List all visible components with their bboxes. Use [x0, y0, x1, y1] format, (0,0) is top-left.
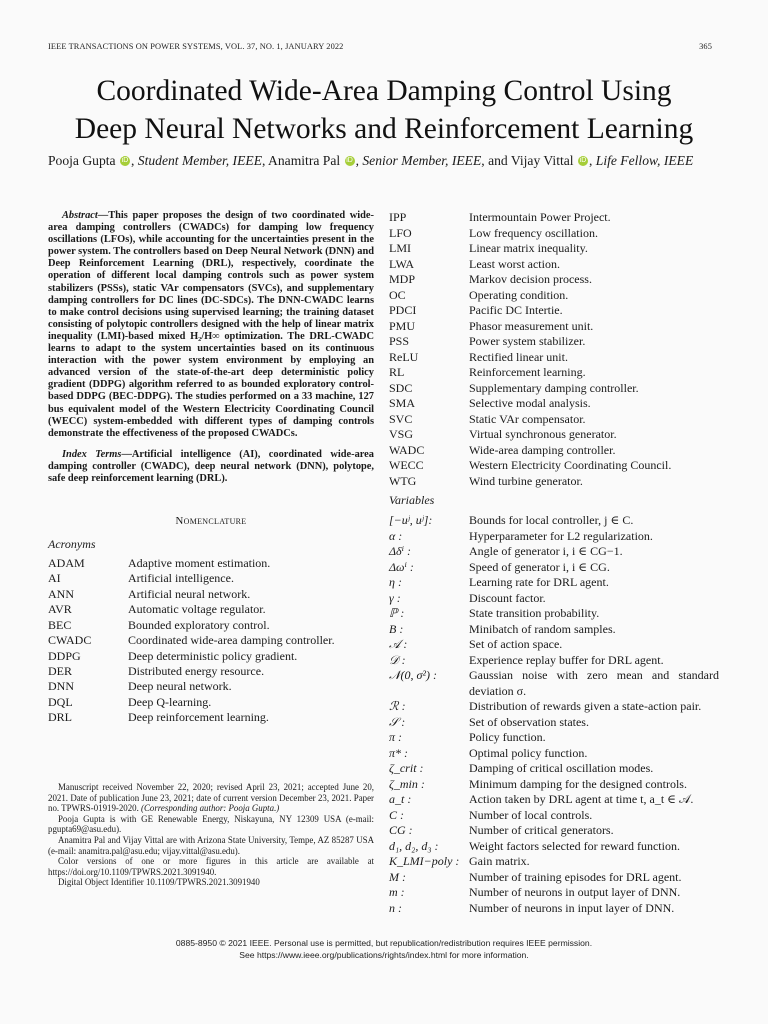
variable-entry — [389, 746, 719, 762]
footnote-received — [48, 782, 374, 814]
variable-entry — [389, 699, 719, 715]
acronym-entry-term: DNN — [48, 679, 74, 694]
variable-entry-definition: Learning rate for DRL agent. — [469, 575, 609, 589]
variable-entry-term: γ : — [389, 590, 401, 605]
variable-entry — [389, 823, 719, 839]
variable-entry-term: π* : — [389, 745, 409, 760]
acronym-entry — [389, 381, 719, 397]
acronym-list-right — [389, 210, 719, 489]
variable-entry-definition: Angle of generator i, i ∈ CG−1. — [469, 544, 623, 558]
author-conjunction: and — [488, 153, 508, 168]
variable-entry-term: Δδⁱ : — [389, 544, 412, 558]
acronym-entry-definition: Automatic voltage regulator. — [128, 602, 266, 617]
acronym-entry — [389, 210, 719, 226]
variable-entry — [389, 622, 719, 638]
acronym-entry-definition: Deep Q-learning. — [128, 694, 212, 709]
variable-entry — [389, 575, 719, 591]
acronym-entry-definition: Wind turbine generator. — [469, 473, 583, 488]
variable-entry-definition: Number of neurons in output layer of DNN. — [469, 885, 681, 899]
author-3-affiliation: Life Fellow, IEEE — [595, 153, 694, 168]
acronym-entry — [48, 710, 374, 725]
acronym-entry-term: VSG — [389, 427, 414, 441]
acronym-entry — [389, 257, 719, 273]
acronym-entry — [389, 272, 719, 288]
variable-entry-term: m : — [389, 885, 405, 899]
acronym-entry-term: DQL — [48, 694, 73, 709]
footnote-color: Color versions of one or more figures in this article are available at https://doi.org/10.1109/TPWRS.2021.3091940. — [48, 856, 374, 877]
variable-entry — [389, 885, 719, 901]
variable-entry-definition: Minibatch of random samples. — [469, 621, 616, 636]
acronym-entry-definition: Supplementary damping controller. — [469, 380, 639, 395]
acronym-entry-definition: Coordinated wide-area damping controller. — [128, 633, 335, 648]
variable-entry-term: ζ_min : — [389, 776, 425, 791]
acronym-entry-definition: Deep neural network. — [128, 679, 232, 694]
variable-entry-term: ℛ : — [389, 699, 406, 713]
variable-entry — [389, 730, 719, 746]
acronym-entry-term: AI — [48, 571, 61, 586]
variable-entry-definition: Weight factors selected for reward function. — [469, 838, 680, 853]
variable-entry-definition: Discount factor. — [469, 590, 546, 605]
variable-entry-definition: Gain matrix. — [469, 854, 530, 868]
acronym-entry-term: DRL — [48, 710, 72, 725]
acronym-entry-definition: Operating condition. — [469, 287, 569, 302]
variable-entry — [389, 715, 719, 731]
acronyms-heading: Acronyms — [48, 537, 96, 552]
acronym-entry-term: IPP — [389, 210, 407, 224]
acronym-entry — [48, 649, 374, 664]
variable-entry — [389, 544, 719, 560]
acronym-entry — [48, 556, 374, 571]
acronym-entry-term: WADC — [389, 442, 425, 457]
variable-entry — [389, 792, 719, 808]
index-terms-lead: Index Terms — [62, 448, 122, 460]
acronym-entry-definition: Virtual synchronous generator. — [469, 427, 617, 441]
acronym-entry — [389, 334, 719, 350]
footnote-author-2-3: Anamitra Pal and Vijay Vittal are with Arizona State University, Tempe, AZ 85287 USA (e-mail: anamitra.pal@asu.edu; vijay.vittal@asu.edu). — [48, 834, 374, 856]
acronym-entry — [389, 350, 719, 366]
variable-entry — [389, 591, 719, 607]
acronym-entry-term: DDPG — [48, 648, 81, 663]
acronym-entry-term: ReLU — [389, 349, 419, 364]
variable-entry-definition: Speed of generator i, i ∈ CG. — [469, 559, 610, 574]
abstract — [48, 210, 374, 440]
acronym-entry-term: SVC — [389, 411, 413, 426]
acronym-entry-term: LMI — [389, 241, 411, 255]
variable-entry-definition: Set of observation states. — [469, 714, 589, 729]
variable-entry-term: 𝒟 : — [389, 652, 406, 667]
acronym-entry-definition: Western Electricity Coordinating Council. — [469, 458, 672, 472]
acronym-entry — [389, 396, 719, 412]
acronym-entry-definition: Static VAr compensator. — [469, 411, 586, 426]
orcid-icon[interactable]: iD — [121, 157, 129, 164]
variable-entry-term: π : — [389, 730, 403, 744]
acronym-entry — [48, 679, 374, 694]
variable-entry-definition: Number of training episodes for DRL agent. — [469, 869, 682, 884]
footnote-received-text: Manuscript received November 22, 2020; revised April 23, 2021; accepted June 20, 2021. Date of publication June 23, 2021; date of current version December 23, 2021. Paper no. TPWRS-01919-2020. — [48, 782, 374, 814]
index-terms — [48, 449, 374, 485]
variable-entry-term: 𝒩(0, σ²) : — [389, 668, 437, 682]
acronym-entry-definition: Power system stabilizer. — [469, 334, 586, 348]
acronym-entry-term: SDC — [389, 380, 413, 395]
variable-entry — [389, 529, 719, 545]
acronym-entry — [48, 571, 374, 586]
acronym-entry-definition: Linear matrix inequality. — [469, 241, 588, 255]
variable-entry — [389, 854, 719, 870]
footnote-author-1: Pooja Gupta is with GE Renewable Energy, Niskayuna, NY 12309 USA (e-mail: pgupta69@asu.edu). — [48, 813, 374, 835]
acronym-entry — [389, 226, 719, 242]
abstract-text: —This paper proposes the design of two coordinated wide-area damping controllers (CWADCs) for damping low frequency oscillations (LFOs), while accounting for the uncertainties present in the power system. The controllers based on Deep Neural Network (DNN) and Deep Reinforcement Learning (DRL), respectively, coordinate the operation of different local damping controls such as power system stabilizers (PSSs), static VAr compensators (SVCs), and supplementary damping controllers for DC lines (DC-SDCs). The DNN-CWADC learns to make control decisions using supervised learning; the training dataset consisting of polytopic controllers designed with the help of linear matrix inequality (LMI)-based mixed H₂/H∞ optimization. The DRL-CWADC learns to adapt to the system uncertainties based on its continuous interaction with the power system environment by employing an advanced version of the state-of-the-art deep deterministic policy gradient (DDPG) algorithm referred to as bounded exploratory control-based DDPG (BEC-DDPG). The studies performed on a 33 machine, 127 bus equivalent model of the Western Electricity Coordinating Council (WECC) system-embedded with different types of damping controls demonstrate the effectiveness of the proposed CWADCs. — [48, 210, 374, 439]
acronym-entry-term: OC — [389, 287, 406, 302]
variable-entry-term: [−uʲ, uʲ]: — [389, 513, 433, 527]
acronym-entry-definition: Artificial neural network. — [128, 586, 251, 601]
acronym-entry-definition: Distributed energy resource. — [128, 663, 265, 678]
acronym-entry — [389, 474, 719, 490]
variable-entry — [389, 901, 719, 917]
variable-entry-term: a_t : — [389, 792, 412, 806]
variable-entry-definition: Bounds for local controller, j ∈ C. — [469, 513, 634, 527]
variable-list — [389, 513, 719, 916]
acronym-entry-definition: Low frequency oscillation. — [469, 225, 598, 240]
footnote-corresponding: (Corresponding author: Pooja Gupta.) — [141, 803, 280, 814]
acronym-entry-term: WECC — [389, 458, 424, 472]
variable-entry-definition: Gaussian noise with zero mean and standard deviation σ. — [469, 668, 719, 698]
acronym-entry-term: ADAM — [48, 556, 85, 571]
acronym-entry-term: AVR — [48, 602, 72, 617]
page-number: 365 — [699, 42, 712, 51]
acronym-entry-definition: Selective modal analysis. — [469, 396, 591, 410]
variable-entry-definition: Hyperparameter for L2 regularization. — [469, 528, 653, 543]
variable-entry-definition: Optimal policy function. — [469, 745, 588, 760]
variable-entry — [389, 777, 719, 793]
title-line-2: Deep Neural Networks and Reinforcement Learning — [74, 113, 694, 145]
acronym-entry — [389, 427, 719, 443]
variable-entry-term: M : — [389, 869, 406, 884]
acronym-entry — [389, 241, 719, 257]
acronym-entry-definition: Bounded exploratory control. — [128, 617, 270, 632]
copyright-line-1: 0885-8950 © 2021 IEEE. Personal use is permitted, but republication/redistribution requires IEEE permission. — [175, 938, 593, 948]
variable-entry — [389, 668, 719, 699]
variable-entry — [389, 839, 719, 855]
variable-entry-term: C : — [389, 807, 404, 822]
running-head — [48, 42, 712, 51]
index-terms-text: —Artificial intelligence (AI), coordinated wide-area damping controller (CWADC), deep neural network (DNN), polytope, safe deep reinforcement learning (DRL). — [48, 448, 374, 484]
variable-entry — [389, 513, 719, 529]
nomenclature-heading: Nomenclature — [175, 515, 247, 528]
acronym-entry — [389, 365, 719, 381]
variables-heading: Variables — [389, 493, 435, 507]
acronym-entry-definition: Markov decision process. — [469, 272, 592, 286]
acronym-entry — [48, 618, 374, 633]
acronym-entry-term: PDCI — [389, 303, 417, 317]
copyright-notice — [40, 938, 728, 961]
variable-entry-term: η : — [389, 575, 402, 589]
acronym-entry-definition: Pacific DC Intertie. — [469, 303, 563, 317]
variable-entry — [389, 653, 719, 669]
acronym-entry-term: RL — [389, 365, 405, 379]
variable-entry-definition: State transition probability. — [469, 606, 600, 620]
variable-entry-definition: Number of local controls. — [469, 807, 593, 822]
acronym-entry-term: DER — [48, 663, 72, 678]
variable-entry-definition: Experience replay buffer for DRL agent. — [469, 652, 664, 667]
acronym-entry-term: CWADC — [48, 633, 92, 648]
acronym-entry — [389, 288, 719, 304]
acronym-entry-term: MDP — [389, 272, 416, 286]
acronym-entry-definition: Deep reinforcement learning. — [128, 710, 269, 725]
paper-title — [40, 72, 728, 148]
author-2-affiliation: Senior Member, IEEE — [362, 153, 482, 168]
variable-entry-definition: Policy function. — [469, 730, 546, 744]
acronym-entry-term: SMA — [389, 396, 416, 410]
acronym-entry-definition: Adaptive moment estimation. — [128, 556, 271, 571]
variable-entry-definition: Set of action space. — [469, 637, 563, 651]
variable-entry — [389, 870, 719, 886]
variable-entry-term: 𝒮 : — [389, 714, 406, 729]
variable-entry-term: ζ_crit : — [389, 761, 424, 775]
acronym-entry-definition: Wide-area damping controller. — [469, 442, 616, 457]
acronym-entry-term: PSS — [389, 334, 410, 348]
author-line: Pooja Gupta iD , Student Member, IEEE, Anamitra Pal iD , Senior Member, IEEE, and Vijay Vittal iD , Life Fellow, IEEE — [48, 153, 694, 168]
acronym-entry-term: WTG — [389, 473, 417, 488]
variable-entry-definition: Minimum damping for the designed controls. — [469, 776, 687, 791]
acronym-entry — [389, 443, 719, 459]
acronym-entry-definition: Artificial intelligence. — [128, 571, 234, 586]
acronym-entry-definition: Intermountain Power Project. — [469, 210, 611, 224]
variable-entry — [389, 761, 719, 777]
acronym-entry — [48, 664, 374, 679]
acronym-entry-term: LWA — [389, 256, 415, 271]
variable-entry-term: α : — [389, 528, 403, 543]
acronym-entry — [48, 695, 374, 710]
acronym-list-left — [48, 556, 374, 725]
variable-entry — [389, 637, 719, 653]
variable-entry-term: ℙ : — [389, 606, 405, 620]
author-3: Vijay Vittal — [510, 153, 574, 168]
variable-entry-definition: Number of neurons in input layer of DNN. — [469, 900, 675, 915]
variable-entry-term: n : — [389, 900, 402, 915]
variable-entry-term: B : — [389, 621, 404, 636]
variable-entry-definition: Action taken by DRL agent at time t, a_t ∈ 𝒜. — [469, 792, 694, 806]
abstract-lead: Abstract — [62, 210, 98, 221]
footnote-doi: Digital Object Identifier 10.1109/TPWRS.2021.3091940 — [58, 877, 260, 888]
author-1-affiliation: Student Member, IEEE — [137, 153, 262, 168]
variable-entry-definition: Number of critical generators. — [469, 823, 614, 837]
variable-entry — [389, 560, 719, 576]
variable-entry-definition: Damping of critical oscillation modes. — [469, 761, 654, 775]
orcid-icon[interactable]: iD — [579, 157, 587, 164]
right-column — [389, 210, 719, 916]
acronym-entry-definition: Least worst action. — [469, 256, 560, 271]
variable-entry-term: K_LMI−poly : — [389, 854, 460, 868]
acronym-entry-definition: Reinforcement learning. — [469, 365, 586, 379]
left-column — [48, 210, 374, 726]
acronym-entry-term: PMU — [389, 318, 416, 333]
acronym-entry — [389, 458, 719, 474]
author-2: Anamitra Pal — [268, 153, 341, 168]
variable-entry-term: CG : — [389, 823, 413, 837]
acronym-entry-definition: Rectified linear unit. — [469, 349, 568, 364]
variable-entry-definition: Distribution of rewards given a state-action pair. — [469, 699, 702, 713]
variable-entry-term: Δωⁱ : — [389, 559, 414, 574]
acronym-entry-term: ANN — [48, 586, 74, 601]
acronym-entry — [48, 602, 374, 617]
acronym-entry-definition: Deep deterministic policy gradient. — [128, 648, 298, 663]
footnote — [48, 782, 374, 888]
title-line-1: Coordinated Wide-Area Damping Control Using — [96, 75, 672, 107]
copyright-line-2: See https://www.ieee.org/publications/rights/index.html for more information. — [239, 949, 529, 960]
journal-line: IEEE TRANSACTIONS ON POWER SYSTEMS, VOL. 37, NO. 1, JANUARY 2022 — [48, 42, 344, 51]
acronym-entry-term: LFO — [389, 225, 412, 240]
variable-entry — [389, 808, 719, 824]
variable-entry — [389, 606, 719, 622]
acronym-entry — [48, 587, 374, 602]
variable-entry-term: 𝒜 : — [389, 637, 408, 651]
acronym-entry — [389, 319, 719, 335]
author-1: Pooja Gupta — [48, 153, 116, 168]
acronym-entry-definition: Phasor measurement unit. — [469, 318, 594, 333]
variable-entry-term: d₁, d₂, d₃ : — [389, 838, 439, 853]
acronym-entry-term: BEC — [48, 617, 72, 632]
orcid-icon[interactable]: iD — [346, 157, 353, 164]
acronym-entry — [48, 633, 374, 648]
acronym-entry — [389, 412, 719, 428]
acronym-entry — [389, 303, 719, 319]
